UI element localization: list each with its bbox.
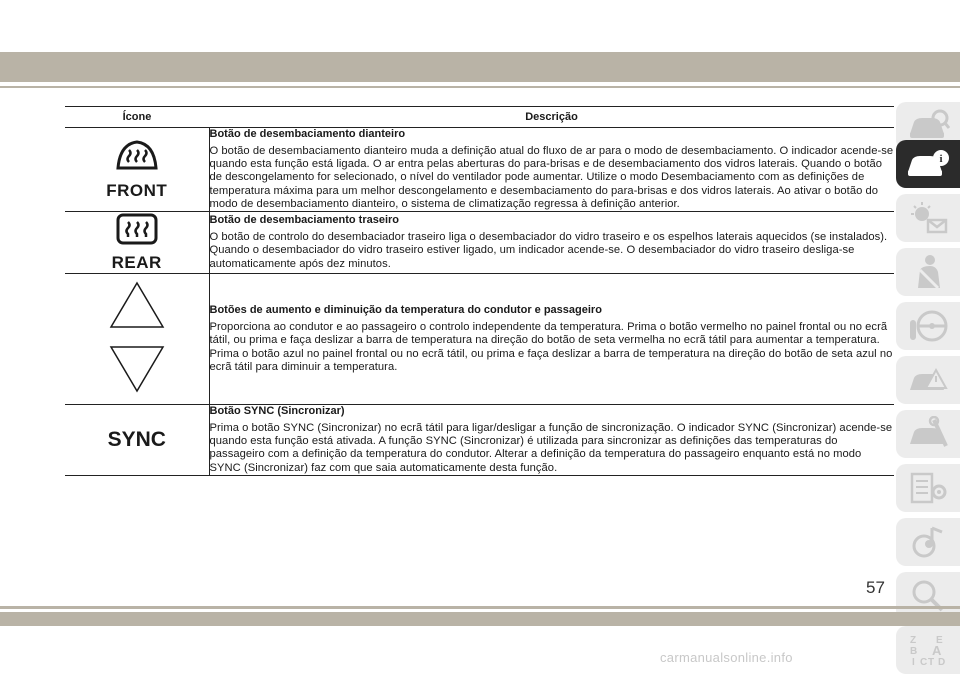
- table-header-row: [65, 107, 894, 128]
- nav-tab-car-info[interactable]: [896, 140, 960, 188]
- nav-tab-warning-lights[interactable]: [896, 194, 960, 242]
- rear-icon-label: REAR: [111, 253, 162, 273]
- starting-driving-icon: [906, 308, 950, 344]
- row-description: O botão de controlo do desembaciador traseiro liga o desembaciador do vidro traseiro e os espelhos laterais aquecidos (se instalados). Quando o desembaciador do vidro traseiro estiver ligado, um indicador acende-se. O desembaciador do vidro traseiro desliga-se automaticamente após dez minutos.: [209, 231, 888, 270]
- header-rule: [0, 86, 960, 88]
- row-description: Proporciona ao condutor e ao passageiro o controlo independente da temperatura. Prima o botão vermelho no painel frontal ou no ecrã tátil, ou prima e faça deslizar a barra de temperatura na direção do botão de seta vermelha no ecrã tátil para aumentar a temperatura. Prima o botão azul no painel frontal ou no ecrã tátil, ou prima e faça deslizar a barra de temperatura na direção do botão de seta azul no ecrã tátil para diminuir a temperatura.: [209, 321, 893, 373]
- front-icon-label: FRONT: [106, 181, 168, 200]
- car-info-icon: [906, 146, 950, 182]
- row-description: O botão de desembaciamento dianteiro muda a definição atual do fluxo de ar para o modo de desembaciamento. O indicador acende-se quando esta função está ligada. O ar entra pelas aberturas do para-brisas e de desembaciamento dos vidros laterais. Quando o botão de descongelamento for selecionado, o nível do ventilador pode aumentar. Utilize o modo Desembaciamento com as definições de temperatura máxima para um melhor descongelamento e desembaciamento do para-brisas e dos vidros laterais. Ao ativar o botão do modo de desembaciamento dianteiro, o sistema de climatização regressa à definição anterior.: [209, 145, 894, 210]
- column-header-icon: Ícone: [65, 107, 209, 128]
- warning-lights-icon: [906, 200, 950, 236]
- description-cell: [209, 212, 894, 274]
- page-number: 57: [866, 578, 885, 597]
- svg-text:B: B: [910, 646, 918, 657]
- row-title: Botão SYNC (Sincronizar): [209, 405, 345, 418]
- icon-cell: [65, 274, 209, 405]
- svg-text:T: T: [928, 657, 935, 668]
- car-overview-icon: [906, 108, 950, 144]
- svg-text:Z: Z: [910, 635, 917, 646]
- footer-rule: [0, 606, 960, 609]
- icon-cell: [65, 212, 209, 274]
- description-cell: [209, 128, 894, 212]
- controls-table: [65, 106, 894, 476]
- multimedia-icon: [906, 524, 950, 560]
- nav-tab-service-maintenance[interactable]: [896, 410, 960, 458]
- temperature-up-down-icon: [65, 279, 209, 400]
- nav-tab-safety[interactable]: [896, 248, 960, 296]
- emergency-icon: [906, 362, 950, 398]
- row-title: Botão de desembaciamento traseiro: [209, 214, 400, 227]
- row-title: Botão de desembaciamento dianteiro: [209, 128, 406, 140]
- table-row: [65, 405, 894, 476]
- technical-data-icon: [906, 470, 950, 506]
- nav-tab-starting-driving[interactable]: [896, 302, 960, 350]
- nav-tab-multimedia[interactable]: [896, 518, 960, 566]
- description-cell: [209, 274, 894, 405]
- description-cell: [209, 405, 894, 476]
- svg-text:i: i: [939, 153, 943, 165]
- watermark: carmanualsonline.info: [660, 650, 793, 665]
- column-header-description: Descrição: [209, 107, 894, 128]
- front-defrost-icon: [65, 138, 209, 181]
- svg-text:C: C: [920, 657, 928, 668]
- table-row: [65, 212, 894, 274]
- sync-icon: SYNC: [107, 427, 166, 451]
- nav-tab-emergency[interactable]: [896, 356, 960, 404]
- service-maintenance-icon: [906, 416, 950, 452]
- safety-icon: [906, 254, 950, 290]
- nav-tab-alphabetical-index[interactable]: [896, 626, 960, 674]
- svg-text:I: I: [912, 657, 915, 668]
- row-title: Botões de aumento e diminuição da temperatura do condutor e passageiro: [209, 304, 602, 317]
- nav-tab-technical-data[interactable]: [896, 464, 960, 512]
- row-description: Prima o botão SYNC (Sincronizar) no ecrã tátil para ligar/desligar a função de sincronização. O indicador SYNC (Sincronizar) acende-se quando esta função está ativada. A função SYNC (Sincronizar) é utilizada para sincronizar as definições das temperaturas do passageiro com a definição da temperatura do condutor. Alterar a definição da temperatura do passageiro enquanto está no modo SYNC (Sincronizar) faz com que saia automaticamente desta função.: [209, 422, 893, 474]
- table-row: [65, 274, 894, 405]
- rear-defrost-icon: [65, 212, 209, 253]
- icon-cell: [65, 405, 209, 476]
- svg-text:D: D: [938, 657, 946, 668]
- alphabetical-index-icon: [906, 632, 950, 668]
- svg-text:A: A: [932, 643, 942, 658]
- svg-text:E: E: [936, 635, 943, 646]
- table-row: [65, 128, 894, 212]
- header-band: [0, 52, 960, 82]
- icon-cell: [65, 128, 209, 212]
- footer-band: [0, 612, 960, 626]
